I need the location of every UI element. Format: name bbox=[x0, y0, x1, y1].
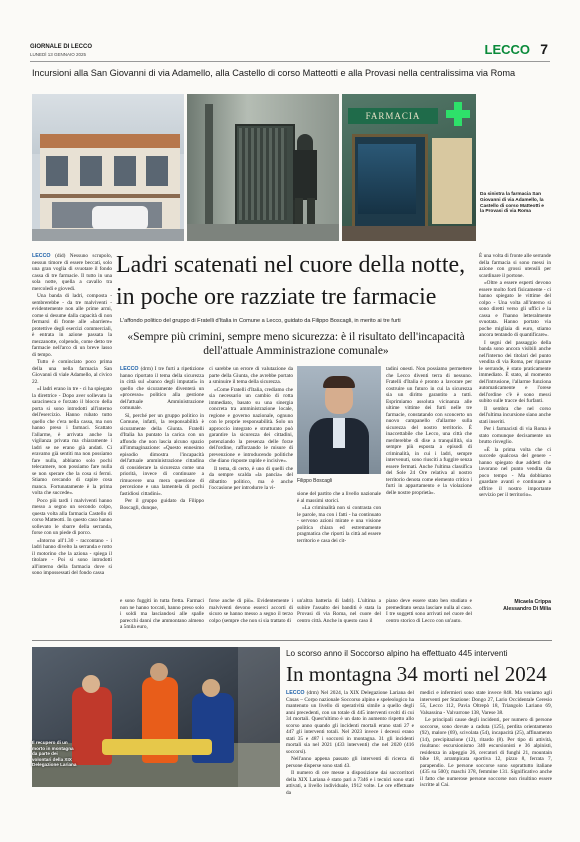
story1-bottom-col-3: un'altra batteria di ladri). L'ultima a subire l'assalto dei banditi è stata la Provasi di via Roma, nel cuore del centro città. Anche in questo caso il bbox=[297, 598, 381, 624]
story2-headline: In montagna 34 morti nel 2024 bbox=[286, 662, 547, 686]
paragraph: sione del partito che a livello nazionale è al massimi storici. bbox=[297, 491, 381, 504]
paragraph: I segni del passaggio della banda sono ancora visibili anche nell'interno dei titolari del punto vendita di via Roma, per riparare le serrande, è stato praticamente immediato. È stato, al momento dell'intrusione, l'allarme funziona automaticamente e l'orese dell'ordine c'è è sono messi subito sulle tracce dei furfanti. bbox=[479, 339, 551, 404]
paragraph: medici e infermieri sono state invece 848. Ma veniamo agli interventi per Stazione: Dongo 27, Lario Occidentale Ceresio 55, Lecco 112, Pavia Oltrepò 18, Triangolo Lariano 69, Valsassina - Valvarrone 138, Varese 38. bbox=[420, 690, 552, 716]
paragraph: «I ladri erano in tre - ci ha spiegato la direttrice - Dopo aver sollevato la saracinesca e forzato il blocco della porta si sono introdotti all'interno dell'esercizio. Hanno rubato tutto quello che c'era nella cassa, ma non hanno preso i farmaci. Scattato l'allarme, è arrivata anche la vigilanza privata ma chiaramente i ladri se ne erano già andati. Ci eravamo già sentiti ma non possiamo fare nulla, abbiamo solo pochi telecamere, non possiamo fare nulla se non sperare che la cosa si fermi. Stiamo cercando di capire cosa manca. Fortunatamente è la prima volta che succede». bbox=[32, 386, 112, 496]
paragraph: «È la prima volta che ci succede qualcosa del genere - hanno spiegato due addetti che lavorano nel punto vendita da poco tempo - Ma dobbiamo guardare avanti e continuare a offrire il nostro importante servizio per il territorio». bbox=[479, 446, 551, 498]
dateline: LECCO bbox=[286, 690, 307, 696]
story1-headline-line2: in poche ore razziate tre farmacie bbox=[116, 284, 437, 310]
paragraph: Il numero di ore messe a disposizione dai soccorritori della XIX Lariana è stato pari a 7346 e i tecnici sono stati attivati, a livello individuale, 1912 volte. Le ore effettuate da bbox=[286, 770, 414, 796]
paragraph: Le principali cause degli incidenti, per numero di persone soccorse, sono dovute a caduta (125), perdita orientamento (92), malore (69), scivolata (54), incapacità (25), affinamento (14), precipitazione (12), ritardo (8). Per tipo di attività, risultano: escursionismo 340 escursionisti e 36 alpinisti, residenza in alpeggio 26, cercatori di funghi 21, mountain bike 18, arrampicata sportiva 12, pizzo 8, ferrata 7, parapendio. Le persone soccorse sono soprattutto italiane (435 su 500); maschi 378, femmine 131. Significativo anche il fatto che numerose persone soccorse non risultino essere iscritte al Cai. bbox=[420, 717, 552, 788]
paragraph: È una volta di fronte alle serrande della farmacia si sono messi in azione con grossi utensili per scardinare il portone. bbox=[479, 253, 551, 279]
story1-headline-line1: Ladri scatenati nel cuore della notte, bbox=[116, 252, 466, 278]
dateline: LECCO bbox=[32, 253, 56, 259]
deck-quote: «Sempre più crimini, sempre meno sicurezza: è il risultato dell'incapacità dell'attuale Amministrazione comunale» bbox=[127, 331, 465, 357]
story1-bottom-col-1: e sono fuggiti in tutta fretta. Farmaci non ne hanno toccati, hanno preso solo i soldi ma lasciandosi alle spalle parecchi danni che ammontano almeno a 5mila euro, bbox=[120, 598, 204, 630]
story2-column-2 bbox=[420, 690, 552, 790]
section-name: LECCO bbox=[484, 42, 530, 57]
byline-2: Alessandro Di Milia bbox=[503, 606, 551, 612]
portrait-photo bbox=[297, 366, 381, 474]
portrait-caption: Filippo Boscagli bbox=[297, 478, 333, 484]
issue-date: LUNEDÌ 13 GENNAIO 2025 bbox=[30, 52, 87, 57]
pharmacy-photo-castello bbox=[187, 94, 339, 241]
story1-right-column bbox=[479, 253, 551, 588]
deck-kicker: L'affondo politico del gruppo di Fratelli d'Italia in Comune a Lecco, guidato da Filippo Boscagli, in merito ai tre furti bbox=[120, 318, 401, 324]
paragraph: Tutto è cominciato poco prima della una nella farmacia San Giovanni di viale Adamello, al civico 22. bbox=[32, 359, 112, 385]
paragraph: «Oltre a essere esperti devono essere molto forti fisicamente - ci hanno spiegato le vittime del colpo - Una volta all'interno si sono diretti verso gli uffici e la cassa e l'hanno letteralmente svuotata. Hanno portato via poche migliaia di euro, stiamo ancora tentando di quantificare». bbox=[479, 280, 551, 338]
byline-1: Micaela Crippa bbox=[514, 599, 551, 605]
paragraph: «Intorno all'1.30 - raccontano - i ladri hanno divelto la serranda e rotto il motorino che la aziona - spiega il titolare - Poi si sono introdotti all'interno della farmacia dove si sono impossessati del fondo cassa bbox=[32, 537, 112, 576]
story1-bottom-col-4: piano deve essere stato ben studiato e premeditato senza lasciare nulla al caso. I tre soggetti sono arrivati nel cuore del centro storico di Lecco con un'auto. bbox=[386, 598, 472, 624]
paragraph: «La criminalità non si contrasta con le parole, ma con i fatti - ha continuato - servono azioni mirate e una visione politica chiara ed estremamente pragmatica che riporti la città ad essere territorio e casa dei cit- bbox=[297, 505, 381, 544]
paragraph: Una banda di ladri, composta - sembrerebbe - da tre malviventi - evidentemente non alle prime armi, come si desume dalla capacità di non fermarsi di fronte alle «barriere» protettive degli esercizi commerciali, è entrata in azione passata la mezzanotte, colpendo, come detto tre farmacie nell'arco di un breve lasso di tempo. bbox=[32, 293, 112, 358]
paragraph: (drm) I tre furti a ripetizione hanno riportato il tema della sicurezza in città sul «banco degli imputati» in quello che sicuramente diventerà un «processo» politico alla gestione dell'attuale Amministrazione comunale. bbox=[120, 366, 204, 411]
story2-kicker: Lo scorso anno il Soccorso alpino ha effettuato 445 interventi bbox=[286, 649, 508, 658]
paragraph: Per i farmacisti di via Roma è stato comunque decisamente un brutto risveglio. bbox=[479, 426, 551, 445]
masthead bbox=[30, 41, 550, 62]
page-number: 7 bbox=[540, 41, 548, 57]
paragraph: (did) Nessuno scrupolo, nessun timore di essere beccati, solo una gran voglia di svuotare il fondo cassa di tre farmacie. Il tutto in una sola notte, quella a cavallo tra mercoledì e giovedì. bbox=[32, 253, 112, 292]
story2-column-1 bbox=[286, 690, 414, 796]
pharmacy-photo-provasi: FARMACIA bbox=[342, 94, 476, 241]
story1-bottom-col-2: forse anche di più». Evidentemente i malviventi devono esserci accorti di sicuro se hanno messo a segno il terzo colpo (sempre che non si sia trattato di bbox=[209, 598, 293, 624]
paper-name: GIORNALE DI LECCO bbox=[30, 44, 93, 50]
paragraph: Il tema, di certo, è uno di quelli che da sempre scalda «la pancia» del dibattito politico, ma è anche l'occasione per introdurre la vi- bbox=[209, 465, 293, 491]
dateline: LECCO bbox=[120, 366, 141, 372]
paragraph: tadini onesti. Non possiamo permettere che Lecco diventi terra di nessuno. Fratelli d'Italia è pronto a lavorare per costruire un futuro in cui la sicurezza sia un diritto garantito a tutti. Esprimiamo assoluta vicinanza alle ultime vittime dei furti nelle tre farmacie, constatando con sconcerto un nuovo campanello d'allarme sulla sicurezza del nostro territorio. È inaccettabile che Lecco, una città che meriterebbe di dise a tranquillità, sia sempre più esposta a episodi di criminalità, in cui i ladri, sempre intervenuti, sono riusciti a fuggire senza essere fermati. Anche l'ultima classifica del Sole 24 Ore relativa al nostro territorio denota come elemento critico i furti in appartamento e la violazione delle nostre proprietà». bbox=[386, 366, 472, 496]
paragraph: ci sarebbe un errore di valutazione da parte della Giunta, che avrebbe portato a sminuire il tema della sicurezza. bbox=[209, 366, 293, 385]
paragraph: (drm) Nel 2024, la XIX Delegazione Lariana del Cnsas – Corpo nazionale Soccorso alpino e speleologico ha mantenuto un livello di operatività simile a quello degli anni precedenti, con un totale di 445 interventi svolti di cui 34 mortali. Quest'ultimo è un dato in aumento rispetto allo scorso anno quando gli incidenti mortali erano stati 27 e 447 gli interventi totali. Nel 2023 invece i decessi erano stati 35 e 487 i soccorsi in montagna. 31 gli incidenti mortali sia nel 2021 (433 interventi) che nel 2020 (416 soccorsi). bbox=[286, 690, 414, 755]
paragraph: Nell'anno appena passato gli interventi di ricerca di persone disperse sono stati 43. bbox=[286, 756, 414, 769]
inner-column-1 bbox=[120, 366, 204, 592]
story1-photo-caption: Da sinistra la farmacia San Giovanni di via Adamello, la Castello di corso Matteotti e la Provasi di via Roma bbox=[480, 192, 544, 215]
story1-kicker: Incursioni alla San Giovanni di via Adamello, alla Castello di corso Matteotti e alla Provasi nella centralissima via Roma bbox=[32, 68, 516, 78]
inner-column-2 bbox=[209, 366, 293, 592]
section-divider bbox=[32, 640, 552, 641]
inner-column-3 bbox=[297, 491, 381, 591]
paragraph: Sì, perché per un gruppo politico in Comune, infatti, la responsabilità è sicuramente della Giunta. Fratelli d'Italia ha puntato la carica con un affondo che non lascia alcuno spazio all'immaginazione: «Questo ennesimo episodio dimostra l'incapacità dell'attuale amministrazione cittadina di considerare la sicurezza come una priorità, invece di continuare a rimuovere una mera questione di percezione e una lamentela di pochi fastidiosi cittadini». bbox=[120, 412, 204, 497]
paragraph: «Come Fratelli d'Italia, crediamo che sia necessario un cambio di rotta immediato, basato su una sinergia concreta tra amministrazione locale, regione e governo nazionale, ognuno con le proprie responsabilità. Solo un approccio integrato e strutturato può garantire la sicurezza dei cittadini, potenziando la presenza delle forze dell'ordine, rafforzando le misure di prevenzione e introducendo politiche che diano risposte rapide e incisive». bbox=[209, 386, 293, 464]
pharmacy-photo-san-giovanni bbox=[32, 94, 184, 241]
paragraph: Il sembra che nel corso dell'ultima incursione siano anche stati inseriti. bbox=[479, 405, 551, 425]
paragraph: Poco più tardi i malviventi hanno messo a segno un secondo colpo, questa volta alla farmacia Castello di corso Matteotti. In questo caso hanno sollevato le sbarre della serranda, forse con un piede di porco. bbox=[32, 497, 112, 536]
paragraph: Per il gruppo guidato da Filippo Boscagli, dunque, bbox=[120, 498, 204, 511]
inner-column-4 bbox=[386, 366, 472, 592]
story2-photo-caption-left: Il recupero di un morto in montagna da parte dei volontari della XIX Delegazione Lariana bbox=[32, 740, 77, 768]
